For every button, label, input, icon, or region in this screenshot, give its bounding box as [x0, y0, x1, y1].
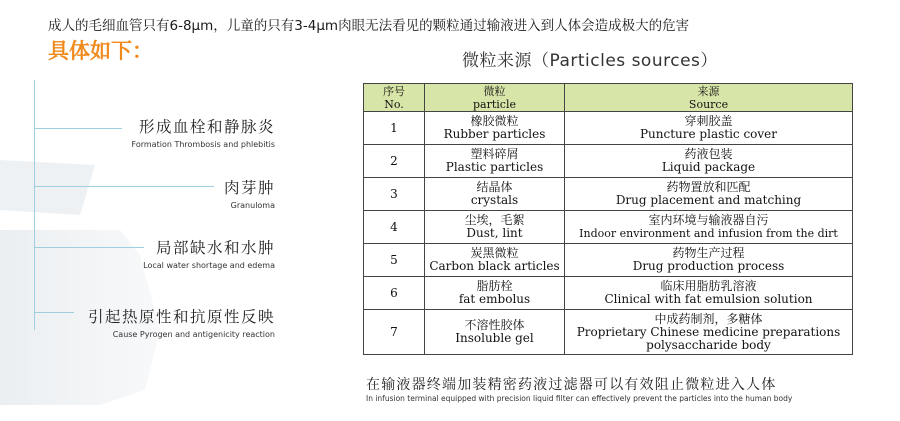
harm-item-zh: 引起热原性和抗原性反映: [87, 308, 275, 326]
header-particle: 微粒 particle: [425, 84, 565, 112]
table-row: [364, 244, 853, 277]
cell-no: 5: [364, 244, 425, 277]
connector-line: [34, 312, 74, 313]
harm-item-en: Local water shortage and edema: [143, 261, 275, 270]
harm-item: [132, 115, 275, 149]
header-no: 序号 No.: [364, 84, 425, 112]
harm-item-en: Granuloma: [230, 201, 275, 210]
cell-particle: 结晶体 crystals: [425, 178, 565, 211]
cell-particle: 尘埃，毛絮 Dust, lint: [425, 211, 565, 244]
cell-particle: 不溶性胶体 Insoluble gel: [425, 310, 565, 355]
table-row: [364, 145, 853, 178]
connector-line: [34, 247, 144, 248]
cell-no: 2: [364, 145, 425, 178]
cell-no: 7: [364, 310, 425, 355]
cell-source: 药物生产过程 Drug production process: [565, 244, 853, 277]
harm-item-zh: 形成血栓和静脉炎: [138, 118, 275, 136]
connector-line: [34, 186, 214, 187]
cell-source: 药液包装 Liquid package: [565, 145, 853, 178]
harm-item: [88, 305, 275, 339]
header-source: 来源 Source: [565, 84, 853, 112]
table-row: [364, 310, 853, 355]
cell-no: 1: [364, 112, 425, 145]
footer-note-en: In infusion terminal equipped with precision liquid filter can effectively prevent the particles into the human body: [366, 394, 793, 403]
table-header-row: [364, 84, 853, 112]
harm-item-en: Cause Pyrogen and antigenicity reaction: [112, 330, 275, 339]
harm-item: [224, 176, 275, 210]
harm-item-en: Formation Thrombosis and phlebitis: [131, 140, 275, 149]
harm-item: [143, 236, 275, 270]
cell-source: 临床用脂肪乳溶液 Clinical with fat emulsion solution: [565, 277, 853, 310]
table-title: 微粒来源（Particles sources）: [462, 51, 718, 71]
table-row: [364, 112, 853, 145]
table-row: [364, 178, 853, 211]
table-row: [364, 211, 853, 244]
cell-source: 穿刺胶盖 Puncture plastic cover: [565, 112, 853, 145]
cell-source: 中成药制剂，多糖体 Proprietary Chinese medicine preparations polysaccharide body: [565, 310, 853, 355]
subhead-title: 具体如下：: [48, 39, 153, 63]
harm-list: [0, 0, 360, 421]
cell-particle: 炭黑微粒 Carbon black articles: [425, 244, 565, 277]
table-row: [364, 277, 853, 310]
cell-particle: 橡胶微粒 Rubber particles: [425, 112, 565, 145]
connector-vertical: [34, 80, 35, 330]
cell-source: 室内环境与输液器自污 Indoor environment and infusion from the dirt: [565, 211, 853, 244]
connector-line: [34, 128, 122, 129]
harm-item-zh: 肉芽肿: [223, 179, 275, 197]
cell-particle: 塑料碎屑 Plastic particles: [425, 145, 565, 178]
cell-particle: 脂肪栓 fat embolus: [425, 277, 565, 310]
cell-no: 6: [364, 277, 425, 310]
cell-no: 3: [364, 178, 425, 211]
cell-source: 药物置放和匹配 Drug placement and matching: [565, 178, 853, 211]
particles-sources-table: [363, 83, 853, 355]
cell-no: 4: [364, 211, 425, 244]
footer-note-zh: 在输液器终端加装精密药液过滤器可以有效阻止微粒进入人体: [366, 377, 777, 393]
harm-item-zh: 局部缺水和水肿: [155, 239, 275, 257]
headline-text: 成人的毛细血管只有6-8μm，儿童的只有3-4μm肉眼无法看见的颗粒通过输液进入到人体会造成极大的危害: [48, 18, 690, 34]
